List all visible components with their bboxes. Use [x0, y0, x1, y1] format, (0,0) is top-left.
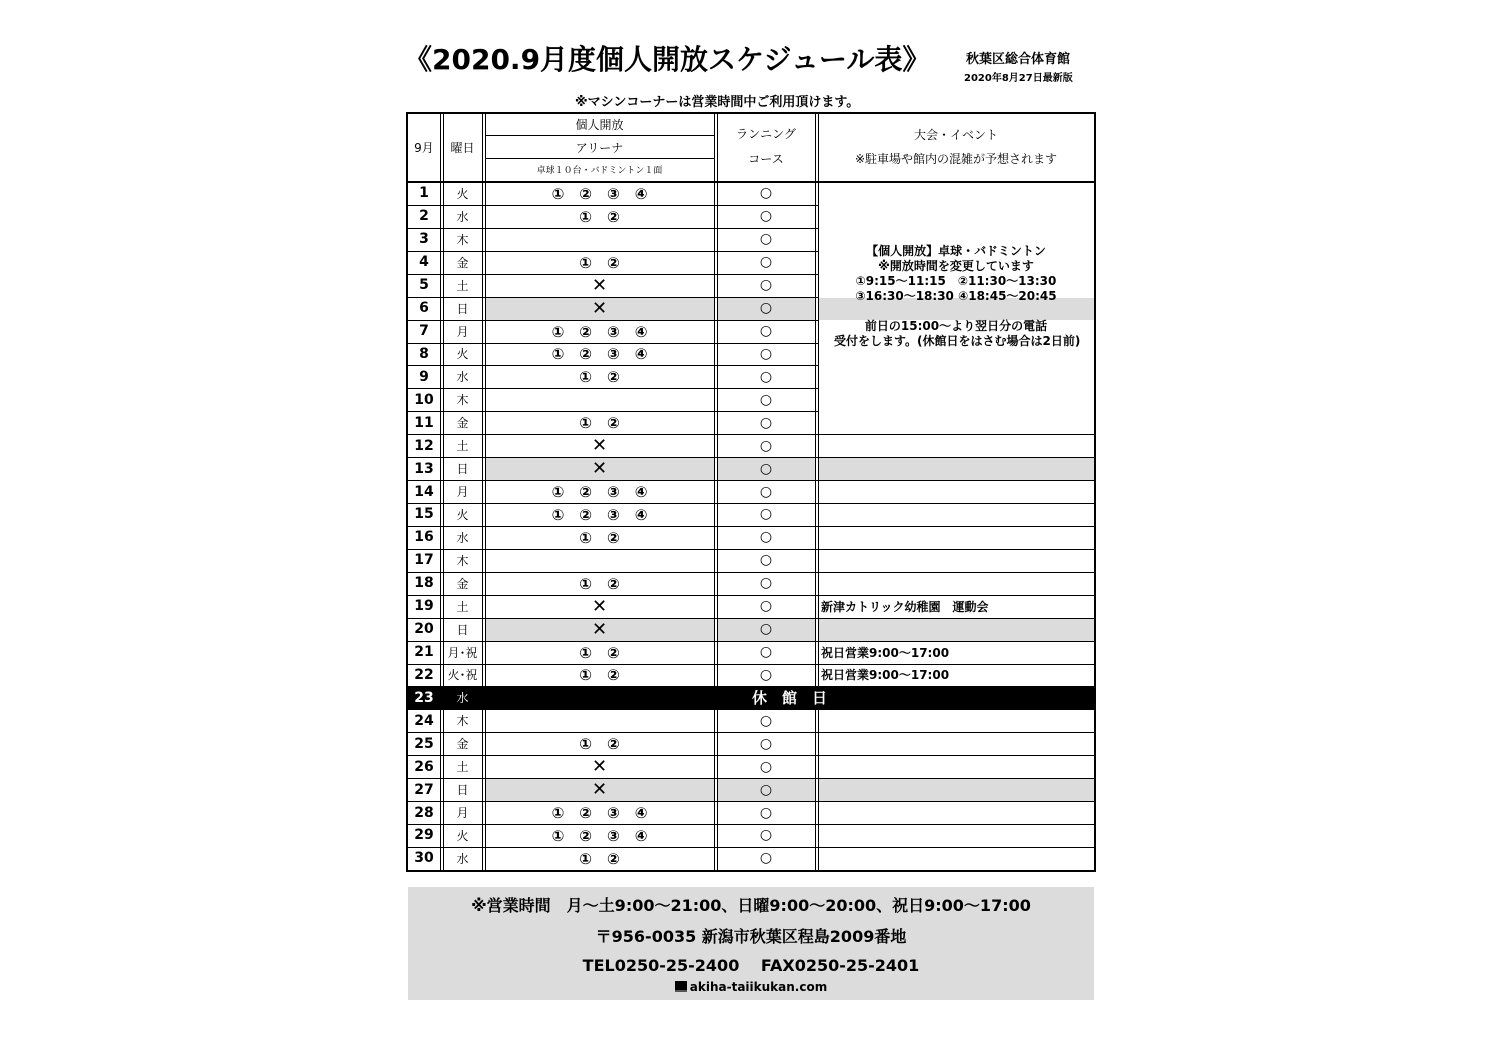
running-course-status: ○: [759, 231, 773, 248]
event-cell: 祝日営業9:00～17:00: [821, 645, 950, 660]
info-line: 受付をします。(休館日をはさむ場合は2日前): [834, 334, 1081, 348]
day-of-week: 月: [456, 324, 469, 339]
running-course-status: ○: [759, 712, 773, 729]
column-divider: [815, 709, 816, 870]
running-course-status: ○: [759, 781, 773, 798]
info-line: ①9:15～11:15 ②11:30～13:30: [855, 274, 1057, 288]
event-cell: [818, 801, 1094, 824]
event-cell: [818, 457, 1094, 480]
day-number: 15: [414, 506, 434, 523]
event-cell: [818, 526, 1094, 549]
arena-sessions: ① ② ③ ④: [551, 322, 648, 341]
running-course-status: ○: [759, 483, 773, 500]
day-of-week: 火: [456, 507, 469, 522]
arena-sessions: ① ②: [579, 368, 620, 387]
info-line: 前日の15:00～より翌日分の電話: [864, 319, 1048, 333]
arena-sessions: ① ② ③ ④: [551, 345, 648, 364]
day-of-week: 水: [456, 691, 469, 706]
row-divider: [408, 870, 1094, 871]
day-number: 30: [414, 850, 434, 867]
running-course-status: ○: [759, 323, 773, 340]
day-of-week: 日: [456, 301, 469, 316]
event-cell: [818, 411, 1094, 434]
arena-sessions: ① ②: [579, 207, 620, 226]
arena-sessions: [485, 549, 714, 572]
running-course-status: ○: [759, 277, 773, 294]
day-number: 26: [414, 758, 434, 775]
running-course-status: ○: [759, 529, 773, 546]
arena-sessions: [485, 388, 714, 411]
day-number: 20: [414, 621, 434, 638]
arena-sessions: ① ②: [579, 414, 620, 433]
running-course-status: ○: [759, 735, 773, 752]
header-event-2: ※駐車場や館内の混雑が予想されます: [854, 151, 1058, 166]
arena-sessions: ① ②: [579, 666, 620, 685]
arena-sessions: ① ②: [579, 849, 620, 868]
day-number: 10: [414, 391, 434, 408]
column-divider: [815, 114, 816, 686]
running-course-status: ○: [759, 804, 773, 821]
page-title: 《2020.9月度個人開放スケジュール表》: [404, 43, 931, 76]
day-of-week: 月･祝: [447, 645, 478, 660]
day-number: 17: [414, 552, 434, 569]
arena-sessions: ① ②: [579, 643, 620, 662]
event-cell: [818, 618, 1094, 641]
day-of-week: 日: [456, 462, 469, 477]
computer-icon: [675, 981, 687, 992]
address: 〒956-0035 新潟市秋葉区程島2009番地: [595, 927, 907, 946]
day-number: 13: [414, 460, 434, 477]
arena-sessions: [485, 709, 714, 732]
column-divider: [440, 114, 441, 870]
day-number: 28: [414, 804, 434, 821]
day-number: 7: [419, 323, 429, 340]
running-course-status: ○: [759, 506, 773, 523]
running-course-status: ○: [759, 666, 773, 683]
event-cell: [818, 824, 1094, 847]
day-number: 6: [419, 300, 429, 317]
running-course-status: ○: [759, 391, 773, 408]
arena-sessions: ① ②: [579, 574, 620, 593]
day-number: 29: [414, 827, 434, 844]
running-course-status: ○: [759, 758, 773, 775]
day-number: 25: [414, 735, 434, 752]
day-number: 27: [414, 781, 434, 798]
running-course-status: ○: [759, 460, 773, 477]
day-number: 23: [414, 689, 434, 706]
day-number: 16: [414, 529, 434, 546]
running-course-status: ○: [759, 345, 773, 362]
footer-info: [408, 887, 1094, 1000]
running-course-status: ○: [759, 552, 773, 569]
header-running-2: コース: [748, 151, 784, 166]
day-of-week: 月: [456, 485, 469, 500]
arena-sessions: ✕: [591, 779, 608, 801]
header-arena: アリーナ: [575, 140, 624, 155]
day-of-week: 水: [456, 851, 469, 866]
header-dow: 曜日: [450, 140, 475, 155]
running-course-status: ○: [759, 621, 773, 638]
day-of-week: 土: [456, 439, 469, 454]
day-of-week: 日: [456, 622, 469, 637]
running-course-status: ○: [759, 300, 773, 317]
website-url: akiha-taiikukan.com: [689, 980, 828, 994]
day-of-week: 土: [456, 599, 469, 614]
arena-sessions: ① ② ③ ④: [551, 826, 648, 845]
day-number: 3: [419, 231, 429, 248]
running-course-status: ○: [759, 208, 773, 225]
running-course-status: ○: [759, 644, 773, 661]
day-of-week: 月: [456, 806, 469, 821]
day-of-week: 金: [456, 255, 469, 270]
day-number: 5: [419, 277, 429, 294]
closed-day-label: 休 館 日: [751, 689, 827, 708]
running-course-status: ○: [759, 414, 773, 431]
day-number: 24: [414, 712, 434, 729]
website[interactable]: [408, 980, 1094, 994]
header-kojin: 個人開放: [575, 118, 624, 132]
header-arena-detail: 卓球１０台・バドミントン１面: [536, 166, 663, 176]
day-number: 9: [419, 368, 429, 385]
arena-sessions: ① ②: [579, 735, 620, 754]
day-of-week: 水: [456, 530, 469, 545]
arena-sessions: ✕: [591, 274, 608, 296]
arena-sessions: ① ② ③ ④: [551, 184, 648, 203]
event-cell: [818, 503, 1094, 526]
arena-sessions: ✕: [591, 297, 608, 319]
day-number: 1: [419, 185, 429, 202]
event-cell: [818, 572, 1094, 595]
day-of-week: 火: [456, 186, 469, 201]
column-divider: [714, 114, 715, 686]
day-number: 12: [414, 437, 434, 454]
arena-sessions: ① ②: [579, 253, 620, 272]
day-of-week: 火･祝: [447, 668, 478, 683]
info-line: [834, 304, 1078, 319]
event-cell: [818, 480, 1094, 503]
day-of-week: 金: [456, 737, 469, 752]
arena-sessions: ① ② ③ ④: [551, 505, 648, 524]
header-running-1: ランニング: [736, 126, 796, 141]
arena-sessions: ① ②: [579, 528, 620, 547]
day-number: 14: [414, 483, 434, 500]
day-of-week: 金: [456, 576, 469, 591]
header-event-1: 大会・イベント: [913, 127, 998, 142]
day-number: 18: [414, 575, 434, 592]
arena-sessions: ✕: [591, 618, 608, 640]
running-course-status: ○: [759, 850, 773, 867]
arena-sessions: ① ② ③ ④: [551, 483, 648, 502]
header-month: 9月: [414, 140, 434, 155]
day-of-week: 水: [456, 370, 469, 385]
arena-sessions: ✕: [591, 595, 608, 617]
arena-sessions: [485, 228, 714, 251]
event-cell: [818, 778, 1094, 801]
machine-corner-note: ※マシンコーナーは営業時間中ご利用頂けます。: [575, 95, 860, 110]
event-cell: [818, 755, 1094, 778]
event-cell: [818, 847, 1094, 870]
day-number: 8: [419, 345, 429, 362]
day-of-week: 火: [456, 347, 469, 362]
day-of-week: 木: [456, 232, 469, 247]
running-course-status: ○: [759, 598, 773, 615]
event-cell: 新津カトリック幼稚園 運動会: [821, 599, 989, 614]
day-of-week: 日: [456, 783, 469, 798]
day-of-week: 木: [456, 393, 469, 408]
running-course-status: ○: [759, 254, 773, 271]
running-course-status: ○: [759, 575, 773, 592]
day-number: 11: [414, 414, 434, 431]
arena-sessions: ① ② ③ ④: [551, 804, 648, 823]
updated-date: 2020年8月27日最新版: [964, 73, 1073, 84]
day-number: 22: [414, 666, 434, 683]
day-of-week: 土: [456, 760, 469, 775]
individual-open-info: [834, 244, 1081, 349]
running-course-status: ○: [759, 185, 773, 202]
running-course-status: ○: [759, 827, 773, 844]
day-number: 19: [414, 598, 434, 615]
day-of-week: 火: [456, 828, 469, 843]
day-of-week: 水: [456, 209, 469, 224]
running-course-status: ○: [759, 437, 773, 454]
day-number: 21: [414, 644, 434, 661]
day-of-week: 金: [456, 416, 469, 431]
day-of-week: 木: [456, 714, 469, 729]
event-cell: [818, 732, 1094, 755]
phone-fax: TEL0250-25-2400 FAX0250-25-2401: [582, 956, 920, 975]
running-course-status: ○: [759, 368, 773, 385]
info-line: ※開放時間を変更しています: [878, 259, 1034, 273]
info-line: ③16:30～18:30 ④18:45～20:45: [855, 289, 1057, 303]
day-of-week: 土: [456, 278, 469, 293]
arena-sessions: ✕: [591, 756, 608, 778]
day-number: 2: [419, 208, 429, 225]
column-divider: [482, 114, 483, 870]
event-cell: 祝日営業9:00～17:00: [821, 668, 950, 683]
arena-sessions: ✕: [591, 458, 608, 480]
day-of-week: 木: [456, 553, 469, 568]
day-number: 4: [419, 254, 429, 271]
column-divider: [714, 709, 715, 870]
business-hours: ※営業時間 月～土9:00～21:00、日曜9:00～20:00、祝日9:00～17:00: [471, 896, 1031, 915]
organization-name: 秋葉区総合体育館: [966, 52, 1071, 67]
info-line: 【個人開放】卓球・バドミントン: [866, 244, 1046, 258]
event-cell: [818, 549, 1094, 572]
arena-sessions: ✕: [591, 435, 608, 457]
event-cell: [818, 434, 1094, 457]
event-cell: [818, 709, 1094, 732]
